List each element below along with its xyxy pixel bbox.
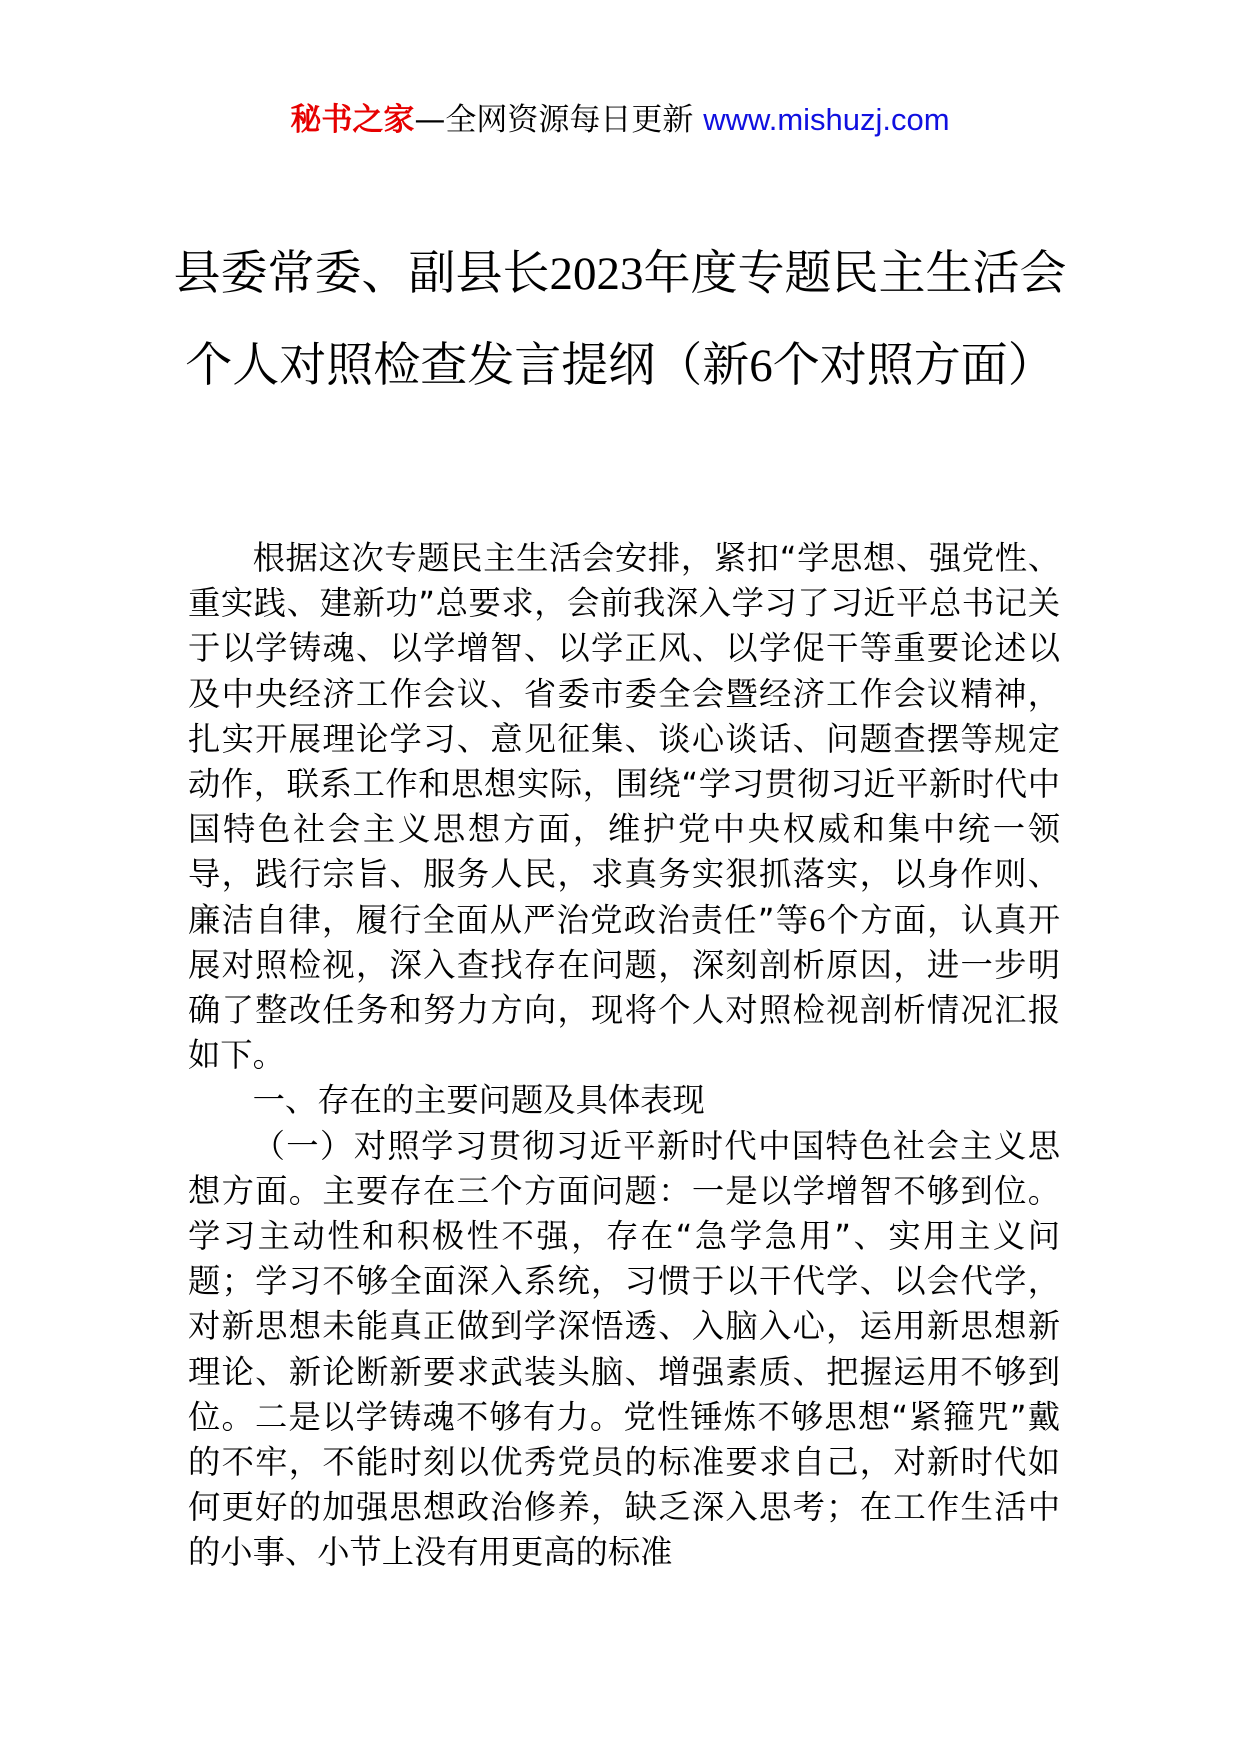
section-heading-1: 一、存在的主要问题及具体表现 [252,1081,705,1120]
page-header [0,98,1240,142]
header-url[interactable]: www.mishuzj.com [703,102,950,137]
document-title: 县委常委、副县长2023年度专题民主生活会个人对照检查发言提纲（新6个对照方面） [173,246,1067,393]
intro-paragraph: 根据这次专题民主生活会安排，紧扣“学思想、强党性、重实践、建新功”总要求，会前我深入学习了习近平总书记关于以学铸魂、以学增智、以学正风、以学促干等重要论述以及中央经济工作会议、省委市委全会暨经济工作会议精神，扎实开展理论学习、意见征集、谈心谈话、问题查摆等规定动作，联系工作和思想实际，围绕“学习贯彻习近平新时代中国特色社会主义思想方面，维护党中央权威和集中统一领导，践行宗旨、服务人民，求真务实狠抓落实，以身作则、廉洁自律，履行全面从严治党政治责任”等6个方面，认真开展对照检视，深入查找存在问题，深刻剖析原因，进一步明确了整改任务和努力方向，现将个人对照检视剖析情况汇报如下。 [188,539,1060,1075]
subsection-paragraph-1: （一）对照学习贯彻习近平新时代中国特色社会主义思想方面。主要存在三个方面问题：一是以学增智不够到位。学习主动性和积极性不强，存在“急学急用”、实用主义问题；学习不够全面深入系统，习惯于以干代学、以会代学，对新思想未能真正做到学深悟透、入脑入心，运用新思想新理论、新论断新要求武装头脑、增强素质、把握运用不够到位。二是以学铸魂不够有力。党性锤炼不够思想“紧箍咒”戴的不牢，不能时刻以优秀党员的标准要求自己，对新时代如何更好的加强思想政治修养，缺乏深入思考；在工作生活中的小事、小节上没有用更高的标准 [188,1126,1060,1572]
document-body [188,536,1060,1576]
header-tagline: —全网资源每日更新 [414,102,694,138]
header-brand: 秘书之家 [290,102,415,138]
